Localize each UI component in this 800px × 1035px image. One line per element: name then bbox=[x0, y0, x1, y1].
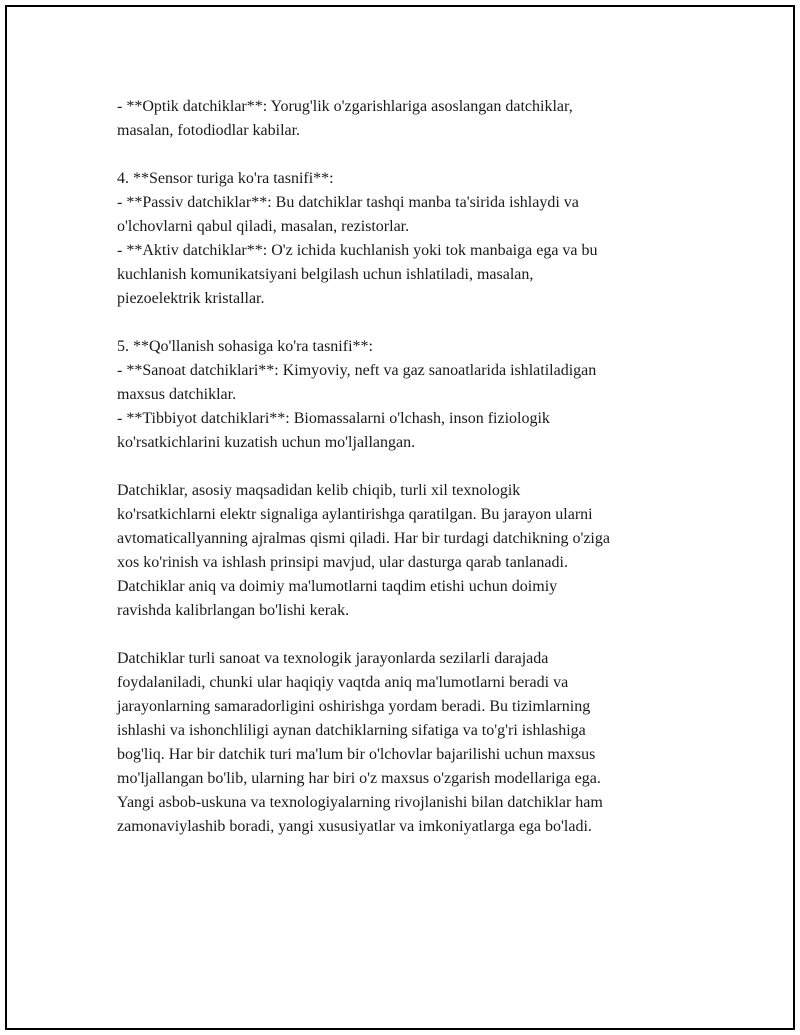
text-line: kuchlanish komunikatsiyani belgilash uchun ishlatiladi, masalan, bbox=[117, 266, 534, 283]
text-line: - **Tibbiyot datchiklari**: Biomassalarni o'lchash, inson fiziologik bbox=[117, 410, 550, 427]
paragraph-gap bbox=[117, 623, 697, 647]
text-line: ravishda kalibrlangan bo'lishi kerak. bbox=[117, 602, 350, 619]
text-line: ishlashi va ishonchliligi aynan datchiklarning sifatiga va to'g'ri ishlashiga bbox=[117, 722, 586, 739]
text-line: - **Sanoat datchiklari**: Kimyoviy, neft va gaz sanoatlarida ishlatiladigan bbox=[117, 362, 597, 379]
text-line: o'lchovlarni qabul qiladi, masalan, rezistorlar. bbox=[117, 218, 410, 235]
paragraph-gap bbox=[117, 455, 697, 479]
document-body bbox=[117, 95, 697, 839]
paragraph-gap bbox=[117, 311, 697, 335]
text-line: maxsus datchiklar. bbox=[117, 386, 237, 403]
text-line: jarayonlarning samaradorligini oshirishga yordam beradi. Bu tizimlarning bbox=[117, 698, 591, 715]
text-line: avtomaticallyanning ajralmas qismi qiladi. Har bir turdagi datchikning o'ziga bbox=[117, 530, 610, 547]
text-line: piezoelektrik kristallar. bbox=[117, 290, 265, 307]
text-line: xos ko'rinish va ishlash prinsipi mavjud, ular dasturga qarab tanlanadi. bbox=[117, 554, 568, 571]
text-line: Datchiklar, asosiy maqsadidan kelib chiqib, turli xil texnologik bbox=[117, 482, 521, 499]
text-line: masalan, fotodiodlar kabilar. bbox=[117, 122, 301, 139]
text-line: Datchiklar turli sanoat va texnologik jarayonlarda sezilarli darajada bbox=[117, 650, 549, 667]
paragraph-gap bbox=[117, 143, 697, 167]
text-line: bog'liq. Har bir datchik turi ma'lum bir o'lchovlar bajarilishi uchun maxsus bbox=[117, 746, 596, 763]
text-line: - **Aktiv datchiklar**: O'z ichida kuchlanish yoki tok manbaiga ega va bu bbox=[117, 242, 598, 259]
text-line: Datchiklar aniq va doimiy ma'lumotlarni taqdim etishi uchun doimiy bbox=[117, 578, 558, 595]
text-line: - **Passiv datchiklar**: Bu datchiklar tashqi manba ta'sirida ishlaydi va bbox=[117, 194, 579, 211]
text-line: ko'rsatkichlarni elektr signaliga aylantirishga qaratilgan. Bu jarayon ularni bbox=[117, 506, 593, 523]
text-line: ko'rsatkichlarini kuzatish uchun mo'ljallangan. bbox=[117, 434, 416, 451]
text-line: Yangi asbob-uskuna va texnologiyalarning rivojlanishi bilan datchiklar ham bbox=[117, 794, 603, 811]
text-line: - **Optik datchiklar**: Yorug'lik o'zgarishlariga asoslangan datchiklar, bbox=[117, 98, 573, 115]
text-line: zamonaviylashib boradi, yangi xususiyatlar va imkoniyatlarga ega bo'ladi. bbox=[117, 818, 592, 835]
section-heading: 5. **Qo'llanish sohasiga ko'ra tasnifi**: bbox=[117, 338, 373, 355]
section-heading: 4. **Sensor turiga ko'ra tasnifi**: bbox=[117, 170, 334, 187]
text-line: foydalaniladi, chunki ular haqiqiy vaqtda aniq ma'lumotlarni beradi va bbox=[117, 674, 569, 691]
text-line: mo'ljallangan bo'lib, ularning har biri o'z maxsus o'zgarish modellariga ega. bbox=[117, 770, 601, 787]
